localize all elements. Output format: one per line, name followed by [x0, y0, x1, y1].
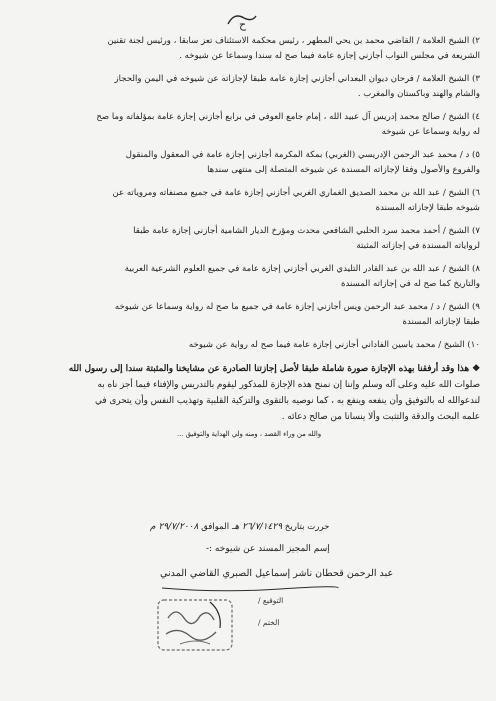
license-item-line: والتاريخ كما صح له في إجازاته المسندة: [341, 279, 480, 289]
date-hijri: ٢٦/٧/١٤٢٩ هـ: [231, 522, 283, 532]
date-mid: الموافق: [201, 522, 230, 532]
closing-prayer: والله من وراء القصد ، ومنه ولي الهداية والتوفيق ...: [176, 430, 322, 438]
license-item-line: والشام والهند وباكستان والمغرب .: [357, 89, 480, 99]
header-mark-text: ح: [239, 18, 247, 31]
license-item: [18, 338, 480, 353]
license-item-line: ٥) د / محمد عبد الرحمن الإدريسي (الغربي) بمكة المكرمة أجازني إجازة عامة في المعقول والمنقول: [125, 150, 480, 160]
document-body: [18, 34, 480, 440]
license-item-line: ٢) الشيخ العلامة / القاضي محمد بن يحي المطهر ، رئيس محكمة الاستئناف تعز سابقا ، ورئيس لجنة تقنين: [107, 36, 480, 46]
license-item-line: لرواياته المسندة في إجازاته المثبتة: [356, 241, 480, 251]
license-item-line: الشريعة في مجلس النواب أجازني إجازة عامة فيما صح له سندا وسماعا عن شيوخه .: [179, 51, 480, 61]
license-list: [18, 34, 480, 353]
license-item-line: ٨) الشيخ / عبد الله بن عبد القادر التليدي الغربي أجازني إجازة عامة في جميع العلوم الشرعية العربية: [124, 264, 480, 274]
license-item: [18, 148, 480, 178]
license-item-line: شيوخه طبقا لإجازاته المسندة: [375, 203, 480, 213]
license-item: [18, 186, 480, 216]
license-item: [18, 262, 480, 292]
license-item: [18, 110, 480, 140]
license-item: [18, 300, 480, 330]
closing-line: ❖ هذا وقد أرفقنا بهذه الإجازة صورة شاملة طبقا لأصل إجازتنا الصادرة عن مشايخنا والمثبتة سندا إلى رسول الله: [68, 364, 480, 374]
closing-paragraph: [18, 361, 480, 425]
grantor-name: عبد الرحمن قحطان ناشر إسماعيل الصبري القاضي المدني: [160, 568, 394, 579]
date-prefix: حررت بتاريخ: [284, 522, 330, 532]
signature-underline: [160, 584, 340, 594]
license-item-line: طبقا لإجازاته المسندة: [402, 317, 480, 327]
license-item-line: ٩) الشيخ / د / محمد عبد الرحمن ويس أجازني إجازة عامة في جميع ما صح له رواية وسماعا عن شيوخه: [114, 302, 480, 312]
license-item-line: ٤) الشيخ / صالح محمد إدريس آل عبيد الله ، إمام جامع العوفي في برابع أجازني إجازة عامة بمؤلفاته وما صح: [96, 112, 480, 122]
license-item: [18, 34, 480, 64]
page-header-mark: [222, 8, 262, 34]
closing-line: علمه البحث والدقة والتثبت وألا ينسانا من صالح دعائه .: [281, 412, 480, 422]
license-item-line: له رواية وسماعا عن شيوخه: [381, 127, 480, 137]
closing-line: صلوات الله عليه وعلى آله وسلم وإننا إن نمنح هذه الإجازة للمذكور ليقوم بالتدريس والإفتاء فيما أجز ناه به: [97, 380, 480, 390]
license-item: [18, 72, 480, 102]
signature-stamp: [150, 594, 240, 658]
license-item: [18, 224, 480, 254]
license-item-line: والفروع والأصول وفقا لإجازاته المسندة عن شيوخه المتصلة إلى منتهى سندها: [207, 165, 480, 175]
date-gregorian: ٢٩/٧/٢٠٠٨ م: [150, 522, 199, 532]
license-item-line: ١٠) الشيخ / محمد ياسين الفاداني أجازني إجازة عامة فيما صح له رواية عن شيوخه: [188, 340, 480, 350]
license-item-line: ٦) الشيخ / عبد الله بن محمد الصديق الغماري الغربي أجازني إجازة عامة في جميع مصنفاته ومروياته عن: [112, 188, 480, 198]
signature-label: التوقيع /: [258, 596, 284, 605]
license-item-line: ٣) الشيخ العلامة / فرحان ديوان البعداني أجازني إجازة عامة طبقا لإجازاته عن شيوخه في اليمن والحجاز: [114, 74, 480, 84]
license-item-line: ٧) الشيخ / أحمد محمد سرد الحلبي الشافعي محدث ومؤرخ الديار الشامية أجازني إجازة عامة طبقا: [133, 226, 480, 236]
closing-line: لندعوالله له بالتوفيق وأن ينفعه وينفع به ، كما نوصيه بالتقوى والتزكية القلبية وتهذيب النفس وأن يتحرى في: [95, 396, 480, 406]
grantor-label: إسم المجيز المسند عن شيوخه :-: [206, 544, 330, 554]
date-line: [150, 522, 330, 532]
stamp-label: الختم /: [258, 618, 280, 627]
